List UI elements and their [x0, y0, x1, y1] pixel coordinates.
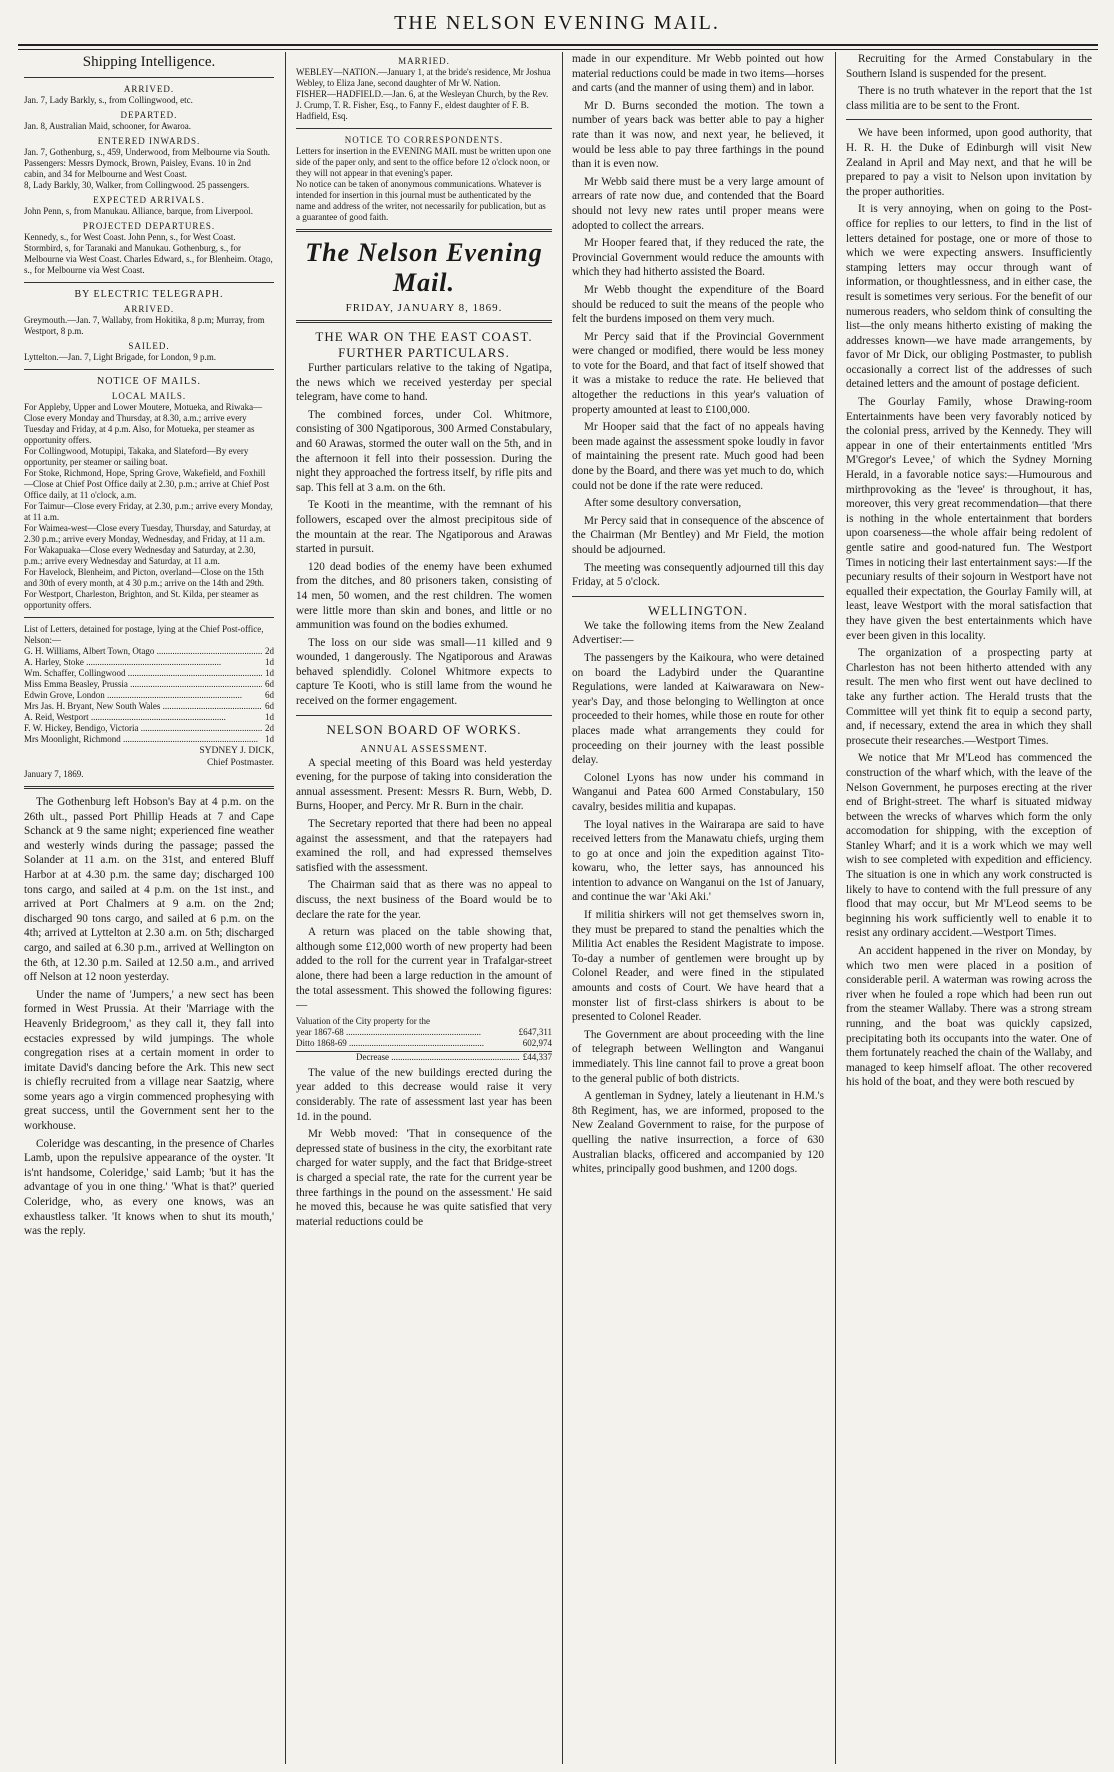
paragraph: The meeting was consequently adjourned till this day Friday, at 5 o'clock.: [572, 561, 824, 589]
postmaster-signature: SYDNEY J. DICK,: [199, 746, 274, 756]
article-body: [296, 1066, 552, 1230]
divider: [24, 282, 274, 283]
paragraph: Recruiting for the Armed Constabulary in the Southern Island is suspended for the present.: [846, 53, 1092, 80]
married-heading: MARRIED.: [398, 56, 450, 66]
column-rule: [285, 52, 286, 1764]
valuation-label: Decrease .....: [356, 1052, 520, 1063]
letter-name: Edwin Grove, London .....: [24, 690, 262, 701]
mail-item: For Taimur—Close every Friday, at 2.30, p.m.; arrive every Monday, at 11 a.m.: [24, 501, 273, 522]
letter-row: [24, 679, 274, 690]
letter-amount: 2d: [265, 723, 274, 733]
paragraph: Coleridge was descanting, in the presence of Charles Lamb, upon the repulsive appearance of the oyster. 'It is'nt handsome, Coleridge,' said Lamb; 'but it has the advantage of you in one thing.' 'What is that?' queried Coleridge, who, as every one knows, was an exhaustless talker. 'It knows when to shut its mouth,' was the reply.: [24, 1137, 274, 1238]
letters-intro: List of Letters, detained for postage, lying at the Chief Post-office, Nelson:—: [24, 624, 264, 645]
paragraph: Mr Webb moved: 'That in consequence of the depressed state of business in the city, the exorbitant rate charged for water supply, and the fact that Bridge-street is charged a special rate, the rate for the current year be three farthings in the pound on the assessment.' He said he moved this, because he was quite satisfied that very material reductions could be: [296, 1128, 552, 1228]
article-body: [572, 52, 824, 590]
valuation-row: [296, 1038, 552, 1049]
telegraph-arrived-heading: ARRIVED.: [123, 304, 175, 314]
column-rule: [835, 52, 836, 1764]
paragraph: Mr Hooper feared that, if they reduced the rate, the Provincial Government would reduce the amounts with which they had hitherto assisted the Board.: [572, 237, 824, 279]
mail-item: For Westport, Charleston, Brighton, and St. Kilda, per steamer as opportunity offers.: [24, 589, 259, 610]
letter-name: A. Harley, Stoke .....: [24, 657, 262, 668]
paragraph: The Gourlay Family, whose Drawing-room Entertainments have been very favorably noticed by the colonial press, arrived by the Kennedy. They will appear in one of their entertainments entitled 'Mrs M'Gregor's Levee,' of which the Sydney Morning Herald, in a favorable notice says:—Humourous and mirthprovoking as the 'levee' is throughout, it has, moreover, this very great recommendation—that there is nothing in the whole entertainment that borders upon coarseness—the whole affair being redolent of gentle satire and good-natured fun. The Westport Times in noticing their last entertainment says:—If the pecuniary results of their sojourn in Westport have not equalled their expectation, the Gourlay Family will, at least, leave Westport with the moral satisfaction that they have given the best entertainments which have ever been given in this locality.: [846, 396, 1092, 642]
letter-amount: 6d: [265, 690, 274, 700]
mail-item: For Collingwood, Motupipi, Takaka, and Slateford—By every opportunity, per steamer or sailing boat.: [24, 446, 249, 467]
wellington-heading: WELLINGTON.: [648, 602, 748, 618]
married-notice: FISHER—HADFIELD.—Jan. 6, at the Wesleyan Church, by the Rev. J. Crump, T. R. Fisher, Esq., to Fanny F., eldest daughter of F. B. Hadfield, Esq.: [296, 89, 549, 121]
postmaster-title: Chief Postmaster.: [206, 758, 274, 768]
paragraph: The value of the new buildings erected during the year added to this decrease would raise it very considerably. The rate of assessment last year has been 1d. in the pound.: [296, 1066, 552, 1123]
mails-subtitle: LOCAL MAILS.: [111, 391, 187, 401]
expected-text: John Penn, s, from Manukau. Alliance, barque, from Liverpool.: [24, 206, 253, 216]
letter-name: G. H. Williams, Albert Town, Otago .....: [24, 646, 262, 657]
valuation-row: [296, 1051, 552, 1063]
paragraph: There is no truth whatever in the report that the 1st class militia are to be sent to the Front.: [846, 85, 1092, 112]
column-rule: [562, 52, 563, 1764]
paragraph: We take the following items from the New Zealand Advertiser:—: [572, 619, 824, 647]
masthead-rule: [18, 44, 1098, 50]
article-body: [296, 756, 552, 1013]
paragraph: The loss on our side was small—11 killed and 9 wounded, 1 dangerously. The Ngatiporous and Arawas behaved splendidly. Colonel Whitmore expects to capture Te Kooti, who is still lame from the wound he received on the former engagement.: [296, 636, 552, 708]
letter-name: A. Reid, Westport .....: [24, 712, 262, 723]
expected-heading: EXPECTED ARRIVALS.: [93, 195, 205, 205]
war-subheading: FURTHER PARTICULARS.: [338, 345, 510, 360]
article-body: [296, 361, 552, 709]
divider: [24, 369, 274, 370]
letter-name: Mrs Moonlight, Richmond .....: [24, 734, 262, 745]
article-body: [24, 795, 274, 1239]
letter-amount: 1d: [265, 734, 274, 744]
article-body: [846, 52, 1092, 113]
letter-row: [24, 657, 274, 668]
letter-row: [24, 712, 274, 723]
divider: [572, 596, 824, 597]
mail-item: For Stoke, Richmond, Hope, Spring Grove, Wakefield, and Foxhill—Close at Chief Post Office daily at 2.30, p.m.; arrive at Chief Post Office daily, at 11 o'clock, a.m.: [24, 468, 270, 500]
paragraph: An accident happened in the river on Monday, by which two men were placed in a position of considerable peril. A waterman was rowing across the river when he fouled a rope which had been run out from the steamer Wallaby. There was a strong stream running, and the boat was quickly capsized, precipitating both its occupants into the water. One of them fortunately reached the chain of the Wallaby, and managed to keep himself afloat. The other recovered his hold of the boat, and they were both rescued by: [846, 945, 1092, 1089]
mails-title: NOTICE OF MAILS.: [96, 376, 202, 387]
paragraph: Mr Percy said that if the Provincial Government were changed or modified, there would be less money to vote for the Board, and that fact of itself showed that it was a mistake to reduce the rate. He believed that altogether the reductions in this year's valuation of property amounted at least to £100,000.: [572, 330, 824, 416]
paragraph: The passengers by the Kaikoura, who were detained on board the Ladybird under the Quarantine Regulations, were landed at Kaiwarawara on New-year's Day, and those belonging to Wellington at once proceeded to their homes, while those en route for other places made what arrangements they could for proceeding on their journey with the least possible delay.: [572, 651, 824, 767]
board-subheading: ANNUAL ASSESSMENT.: [360, 743, 488, 755]
paragraph: The Gothenburg left Hobson's Bay at 4 p.m. on the 26th ult., passed Port Phillip Heads at 7 and Cape Schanck at 9 the same night; experienced fine weather and westerly winds during the passage; passed the Solander at 11 a.m. on the 31st, and entered Bluff Harbor at at 4.30 p.m. the same day; discharged 100 tons cargo, and sailed at 4 p.m. on the 1st inst., and arrived at Port Chalmers at 9 a.m. on the 2nd; discharged 90 tons cargo, and sailed at 6 p.m. on the 4th; arrived at Lyttelton at 2.30 a.m. on 5th; discharged cargo, and sailed at 6.30 p.m., arrived at Wellington on the 6th, at 12.30 p.m. Sailed at 12.50 a.m., and arrived off Nelson at 12 noon yesterday.: [24, 796, 274, 984]
paragraph: Mr Webb thought the expenditure of the Board should be reduced to suit the means of the people who felt the burdens imposed on them very much.: [572, 283, 824, 326]
masthead-title: THE NELSON EVENING MAIL.: [394, 12, 720, 34]
column-1: [18, 52, 280, 1764]
masthead: [0, 0, 1114, 40]
paragraph: made in our expenditure. Mr Webb pointed out how material reductions could be made in two items—horses and carts (and the manner of using them) and in labor.: [572, 53, 824, 95]
mail-item: For Havelock, Blenheim, and Picton, overland—Close on the 15th and 30th of every month, at 4 30 p.m.; arrive on the 14th and 29th.: [24, 567, 264, 588]
paragraph: The Chairman said that as there was no appeal to discuss, the next business of the Board would be to declare the rate for the year.: [296, 879, 552, 921]
entered-text: 8, Lady Barkly, 30, Walker, from Collingwood. 25 passengers.: [24, 180, 250, 190]
paragraph: A special meeting of this Board was held yesterday evening, for the purpose of taking into consideration the annual assessment. Present: Messrs R. Burn, Webb, D. Burns, Hooper, and Percy. Mr R. Burn in the chair.: [296, 756, 552, 813]
paragraph: We notice that Mr M'Leod has commenced the construction of the wharf which, with the leave of the Nelson Government, he purposes erecting at the river end of Bright-street. The wharf is situated midway between the wrecks of wharves which form the only accomodation for shipping, with the exception of Stanley Wharf; and it is a work which we may well wish to see completed with expedition and efficiency. The situation is one in which any work constructed is likely to have to contend with the full pressure of any flood that may occur, but Mr M'Leod seems to be beginning his work sufficiently well to enable it to resist any ordinary accident.—Westport Times.: [846, 752, 1092, 940]
shipping-title: Shipping Intelligence.: [82, 54, 216, 70]
mail-item: For Waimea-west—Close every Tuesday, Thursday, and Saturday, at 2.30 p.m.; arrive every Monday, Wednesday, and Friday, at 11 a.m.: [24, 523, 271, 544]
column-2: [290, 52, 558, 1764]
valuation-row: [296, 1027, 552, 1038]
paragraph: Mr Hooper said that the fact of no appeals having been made against the assessment spoke loudly in favor of maintaining the present rate. Much good had been done by the Board, and there was yet much to do, which could not be done if the rate were reduced.: [572, 421, 824, 492]
article-body: [846, 126, 1092, 1090]
paragraph: Mr Percy said that in consequence of the abscence of the Chairman (Mr Bentley) and Mr Field, the motion should be adjourned.: [572, 514, 824, 556]
letter-amount: 1d: [265, 712, 274, 722]
letter-name: F. W. Hickey, Bendigo, Victoria .....: [24, 723, 262, 734]
entered-heading: ENTERED INWARDS.: [97, 136, 201, 146]
paragraph: The Government are about proceeding with the line of telegraph between Wellington and Wanganui immediately. This line cannot fail to prove a great boon to the general public of both districts.: [572, 1028, 824, 1085]
telegraph-sailed-text: Lyttelton.—Jan. 7, Light Brigade, for London, 9 p.m.: [24, 352, 216, 362]
valuation-value: £44,337: [522, 1051, 552, 1062]
paragraph: Mr Webb said there must be a very large amount of arrears of rate now due, and contended that the Board should not levy new rates until proper means were adopted to collect the arrears.: [572, 175, 824, 232]
paragraph: A return was placed on the table showing that, although some £12,000 worth of new property had been added to the roll for the current year in Trafalgar-street alone, there had been a large reduction in the amount of the total assessment. This showed the following figures:—: [296, 926, 552, 1012]
letter-name: Miss Emma Beasley, Prussia .....: [24, 679, 262, 690]
entered-text: Jan. 7, Gothenburg, s., 459, Underwood, from Melbourne via South. Passengers: Messrs Dymock, Brown, Paisley, Evans. 10 in 2nd cabin, and 34 for Melbourne and West Coast.: [24, 147, 271, 179]
divider: [296, 715, 552, 716]
divider: [846, 119, 1092, 120]
valuation-label: Ditto 1868-69 .....: [296, 1038, 520, 1049]
paragraph: Mr D. Burns seconded the motion. The town a number of years back was better able to pay a higher rate than it was now, and next year, he believed, it would be less able to pay three farthings in the pound than it is even now.: [572, 99, 824, 171]
letter-amount: 2d: [265, 646, 274, 656]
letter-row: [24, 734, 274, 745]
paragraph: If militia shirkers will not get themselves sworn in, they must be prepared to stand the penalties which the Militia Act enables the Resident Magistrate to impose. To-day a number of gentlemen were brought up by Colonel Reader, and were fined in the stipulated amounts and costs of Court. We have heard that a monster list of first-class shirkers is about to be presented to Colonel Reader.: [572, 909, 824, 1024]
dateline: FRIDAY, JANUARY 8, 1869.: [345, 302, 503, 314]
paragraph: A gentleman in Sydney, lately a lieutenant in H.M.'s 8th Regiment, has, we are informed, proposed to the New Zealand Government to raise, for the purpose of quelling the native insurrection, a force of 630 Australian blacks, officered and accompanied by 120 whites, principally good bushmen, and 1200 dogs.: [572, 1090, 824, 1176]
paragraph: The loyal natives in the Wairarapa are said to have received letters from the Manawatu chiefs, urging them to go at once and join the expedition against Tito-kowaru, who, the letter says, has announced his intention to advance on Wanganui on the 1st of January, and continue the war 'Aki Aki.': [572, 818, 824, 904]
projected-heading: PROJECTED DEPARTURES.: [82, 221, 216, 231]
arrived-text: Jan. 7, Lady Barkly, s., from Collingwood, etc.: [24, 95, 193, 105]
column-3: [566, 52, 830, 1764]
letter-name: Wm. Schaffer, Collingwood .....: [24, 668, 262, 679]
paragraph: The combined forces, under Col. Whitmore, consisting of 300 Ngatiporous, 300 Armed Constabulary, and 60 Arawas, stormed the outer wall on the 5th, and in the afternoon it fell into their possession. During the night they approached the fortress itself, by rifle pits and sap. This fell at 3 a.m. on the 6th.: [296, 408, 552, 494]
mail-item: For Wakapuaka—Close every Wednesday and Saturday, at 2.30, p.m.; arrive every Wednesday and Saturday, at 11 a.m.: [24, 545, 256, 566]
valuation-value: £647,311: [518, 1026, 552, 1037]
war-heading: THE WAR ON THE EAST COAST.: [315, 329, 533, 344]
arrived-heading: ARRIVED.: [123, 84, 175, 94]
departed-heading: DEPARTED.: [120, 110, 178, 120]
article-body: [572, 619, 824, 1177]
married-notice: WEBLEY—NATION.—January 1, at the bride's residence, Mr Joshua Webley, to Eliza Jane, second daughter of Mr W. Nation.: [296, 67, 551, 88]
paragraph: Te Kooti in the meantime, with the remnant of his followers, escaped over the almost precipitous side of the mountain at the rear. The Ngatiporous and Arawas started in pursuit.: [296, 499, 552, 556]
divider: [296, 229, 552, 232]
projected-text: Kennedy, s., for West Coast. John Penn, s., for West Coast. Stormbird, s, for Taranaki and Manukau. Gothenburg, s., for Melbourne via West Coast. Charles Edward, s., for Blenheim. Otago, s., for Melbourne via West Coast.: [24, 232, 273, 275]
notice-heading: NOTICE TO CORRESPONDENTS.: [344, 135, 504, 145]
divider: [24, 617, 274, 618]
paper-title: The Nelson Evening Mail.: [305, 238, 543, 297]
paragraph: Colonel Lyons has now under his command in Wanganui and Patea 600 Armed Constabulary, 150 cavalry, besides militia and kupapas.: [572, 771, 824, 813]
paragraph: The organization of a prospecting party at Charleston has not been hitherto attended with any result. The men who first went out have declined to take any further action. The Herald trusts that the Committee will yet think fit to equip a second party, and, if necessary, extend the area in which they shall prosecute their researches.—Westport Times.: [846, 647, 1092, 747]
valuation-label: year 1867-68 .....: [296, 1027, 516, 1038]
paragraph: Under the name of 'Jumpers,' a new sect has been formed in West Prussia. At their 'Marriage with the Heavenly Bridegroom,' as they call it, they fall into ecstacies expressed by wild jumpings. The whole congregation rises at a certain moment in order to imitate David's dancing before the Ark. This new sect is chiefly recruited from a village near Saatzig, where some years ago a virgin commenced prophesying with great success, until the Government sent her to the workhouse.: [24, 988, 274, 1133]
telegraph-arrived-text: Greymouth.—Jan. 7, Wallaby, from Hokitika, 8 p.m; Murray, from Westport, 8 p.m.: [24, 315, 265, 336]
letter-row: [24, 723, 274, 734]
paragraph: 120 dead bodies of the enemy have been exhumed from the ditches, and 80 prisoners taken, consisting of 14 men, 50 women, and the rest children. The women were little more than skin and bones, and little or no ammunition was found on the bodies exhumed.: [296, 560, 552, 632]
departed-text: Jan. 8, Australian Maid, schooner, for Awaroa.: [24, 121, 192, 131]
column-4: [840, 52, 1098, 1764]
letter-amount: 1d: [265, 668, 274, 678]
valuation-value: 602,974: [522, 1037, 552, 1048]
notice-text: Letters for insertion in the EVENING MAIL must be written upon one side of the paper only, and sent to the office before 12 o'clock noon, or they will not appear in that evening's paper.: [296, 146, 551, 178]
mail-item: For Appleby, Upper and Lower Moutere, Motueka, and Riwaka—Close every Monday and Thursday, at 8.30, a.m.; arrive every Tuesday and Friday, at 4 p.m. Also, for Motueka, per steamer as opportunity offers.: [24, 402, 263, 445]
divider: [24, 77, 274, 78]
telegraph-title: BY ELECTRIC TELEGRAPH.: [74, 289, 224, 300]
letter-row: [24, 690, 274, 701]
letter-amount: 6d: [265, 679, 274, 689]
paragraph: It is very annoying, when on going to the Post-office for replies to our letters, to find in the list of letters detained for postage, one or more of those to which we were expecting answers. Insufficiently stamping letters may occur through want of information, or thoughtlessness, and in either case, the result is sometimes very serious. For the benefit of our numerous readers, who seldom think of consulting the list—the only means hitherto existing of making the addresses known—we have made arrangements, by favor of Mr Dick, our obliging Postmaster, to publish occasionally a correct list of the addresses of such detained letters and the amount of postage deficient.: [846, 203, 1092, 391]
paragraph: We have been informed, upon good authority, that H. R. H. the Duke of Edinburgh will visit New Zealand in April and May next, and that he will be prepared to pay a visit to Nelson upon invitation by the proper authorities.: [846, 127, 1092, 198]
telegraph-sailed-heading: SAILED.: [128, 341, 170, 351]
letter-row: [24, 646, 274, 657]
letter-name: Mrs Jas. H. Bryant, New South Wales .....: [24, 701, 262, 712]
divider: [24, 786, 274, 789]
letter-amount: 6d: [265, 701, 274, 711]
valuation-heading: Valuation of the City property for the: [296, 1015, 430, 1026]
paragraph: After some desultory conversation,: [584, 497, 742, 510]
notice-text: No notice can be taken of anonymous communications. Whatever is intended for insertion in this journal must be authenticated by the name and address of the writer, not necessarily for publication, but as a guarantee of good faith.: [296, 179, 546, 222]
paragraph: The Secretary reported that there had been no appeal against the assessment, and that the ratepayers had examined the roll, and had expressed themselves satisfied with the assessment.: [296, 818, 552, 874]
board-heading: NELSON BOARD OF WORKS.: [326, 721, 522, 737]
paragraph: Further particulars relative to the taking of Ngatipa, the news which we received yesterday per special telegram, have come to hand.: [296, 362, 552, 404]
letter-amount: 1d: [265, 657, 274, 667]
letters-date: January 7, 1869.: [24, 769, 84, 779]
divider: [296, 320, 552, 323]
letter-row: [24, 668, 274, 679]
divider: [296, 128, 552, 129]
letter-row: [24, 701, 274, 712]
